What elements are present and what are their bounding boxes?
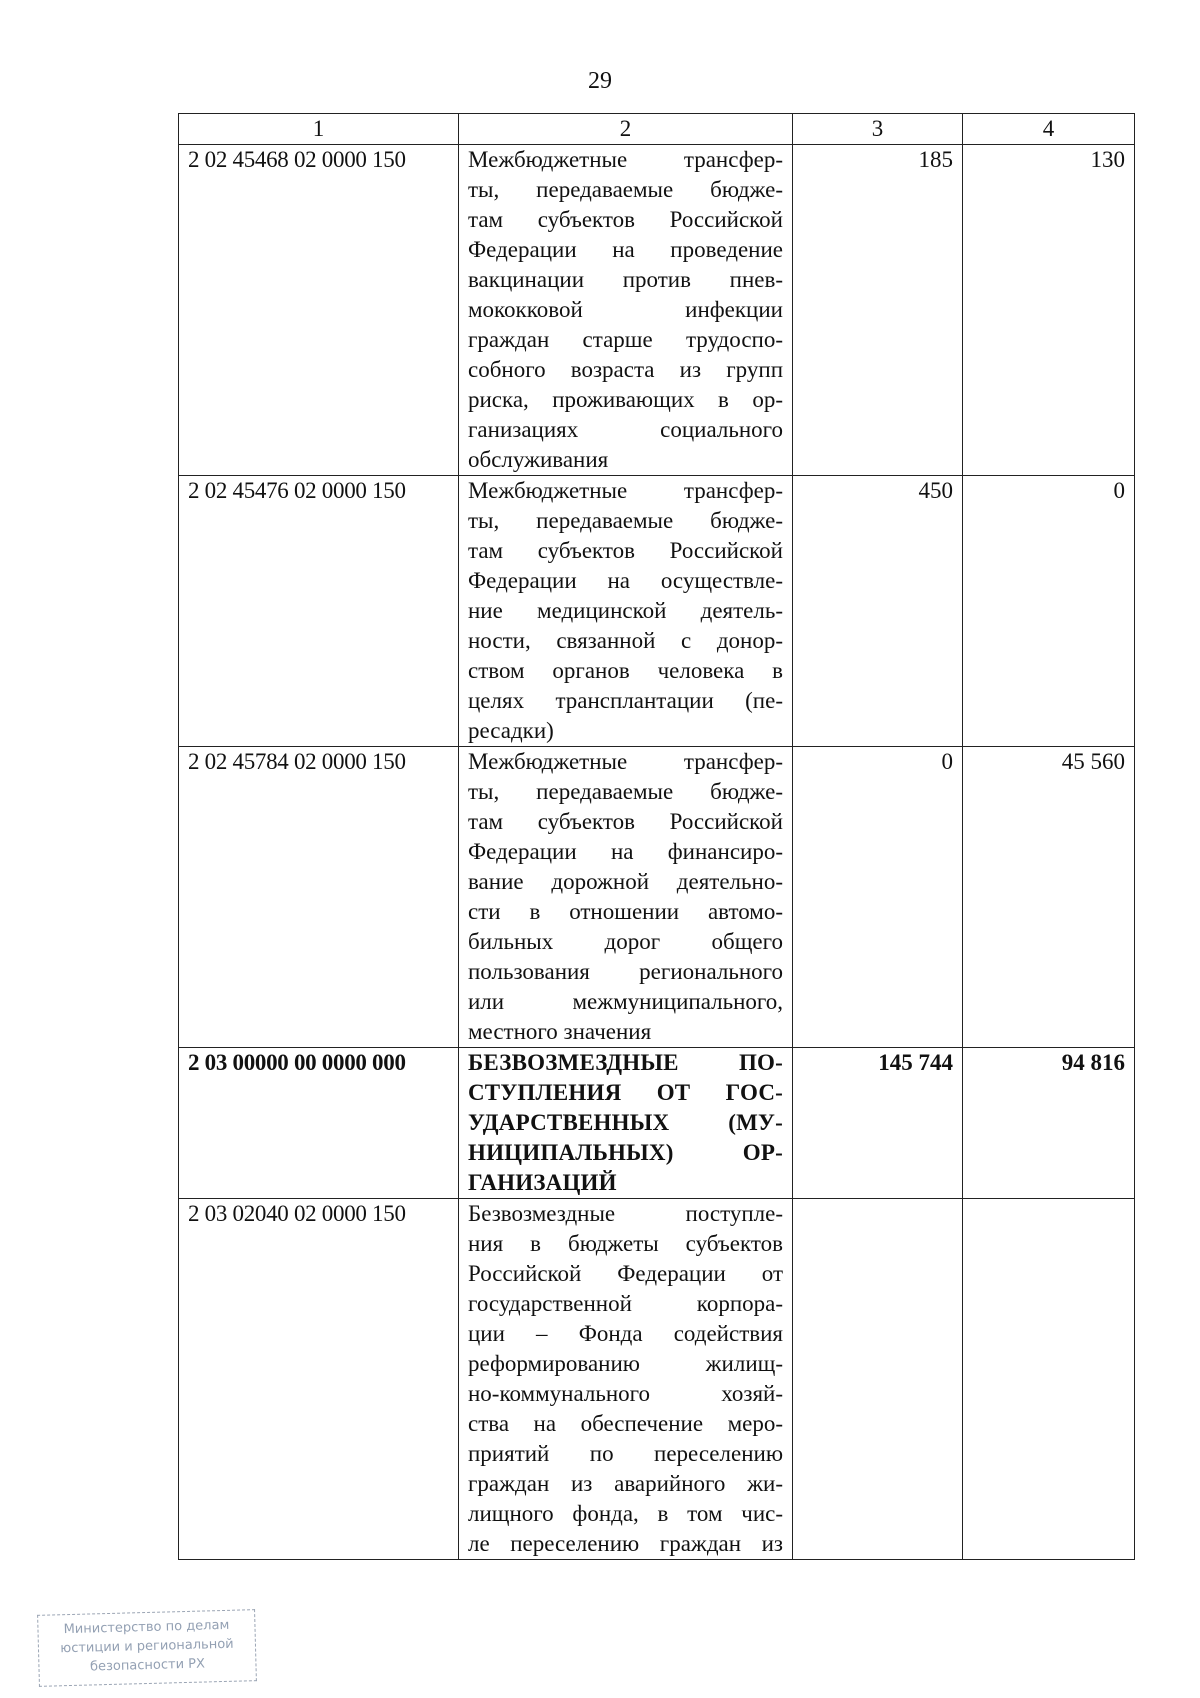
table-row [179,1199,1135,1560]
table-row [179,145,1135,476]
description-line: Безвозмездные поступле- [468,1201,783,1226]
description-line: там субъектов Российской [468,207,783,232]
description-cell [459,476,793,747]
budget-code-cell: 2 02 45784 02 0000 150 [179,747,459,1048]
description-line: граждан из аварийного жи- [468,1471,783,1496]
description-line: местного значения [468,1019,652,1044]
stamp-line: юстиции и региональной [60,1636,234,1657]
description-line: ности, связанной с донор- [468,628,783,653]
page-number: 29 [588,68,612,94]
description-cell [459,1048,793,1199]
description-line: государственной корпора- [468,1291,783,1316]
value-cell-col4 [963,1199,1135,1560]
description-line: Федерации на финансиро- [468,839,783,864]
value-cell-col4: 0 [963,476,1135,747]
description-line: вакцинации против пнев- [468,267,783,292]
description-line: граждан старше трудоспо- [468,327,783,352]
value-cell-col4: 130 [963,145,1135,476]
column-header-4: 4 [963,114,1135,145]
description-line: ты, передаваемые бюдже- [468,508,783,533]
budget-code-cell: 2 02 45476 02 0000 150 [179,476,459,747]
description-line: УДАРСТВЕННЫХ (МУ- [468,1110,783,1135]
budget-code-cell: 2 02 45468 02 0000 150 [179,145,459,476]
value-cell-col3: 145 744 [793,1048,963,1199]
description-line: там субъектов Российской [468,538,783,563]
description-line: ГАНИЗАЦИЙ [468,1170,617,1195]
value-cell-col4: 45 560 [963,747,1135,1048]
description-line: но-коммунального хозяй- [468,1381,783,1406]
description-line: обслуживания [468,447,609,472]
description-cell [459,1199,793,1560]
description-line: пользования регионального [468,959,783,984]
column-header-3: 3 [793,114,963,145]
table-body [179,145,1135,1560]
description-line: сти в отношении автомо- [468,899,783,924]
description-line: Межбюджетные трансфер- [468,147,783,172]
description-line: ства на обеспечение меро- [468,1411,783,1436]
column-header-1: 1 [179,114,459,145]
description-line: ле переселению граждан из [468,1531,783,1556]
description-line: Межбюджетные трансфер- [468,478,783,503]
description-line: БЕЗВОЗМЕЗДНЫЕ ПО- [468,1050,783,1075]
description-line: ния в бюджеты субъектов [468,1231,783,1256]
budget-table [178,113,1135,1560]
description-line: ством органов человека в [468,658,783,683]
description-line: Федерации на проведение [468,237,783,262]
description-line: мококковой инфекции [468,297,783,322]
description-line: ты, передаваемые бюдже- [468,177,783,202]
value-cell-col3 [793,1199,963,1560]
description-line: Межбюджетные трансфер- [468,749,783,774]
description-line: целях трансплантации (пе- [468,688,783,713]
table-row [179,747,1135,1048]
column-header-2: 2 [459,114,793,145]
description-cell [459,145,793,476]
description-line: бильных дорог общего [468,929,783,954]
stamp-line: безопасности РХ [89,1656,206,1675]
description-line: Федерации на осуществле- [468,568,783,593]
value-cell-col3: 0 [793,747,963,1048]
description-line: ции – Фонда содействия [468,1321,783,1346]
table-row [179,1048,1135,1199]
description-line: лищного фонда, в том чис- [468,1501,783,1526]
description-line: СТУПЛЕНИЯ ОТ ГОС- [468,1080,783,1105]
description-line: приятий по переселению [468,1441,783,1466]
description-cell [459,747,793,1048]
description-line: Российской Федерации от [468,1261,783,1286]
table-row [179,476,1135,747]
description-line: НИЦИПАЛЬНЫХ) ОР- [468,1140,783,1165]
description-line: риска, проживающих в ор- [468,387,783,412]
table-header-row [179,114,1135,145]
budget-code-cell: 2 03 00000 00 0000 000 [179,1048,459,1199]
budget-code-cell: 2 03 02040 02 0000 150 [179,1199,459,1560]
value-cell-col3: 185 [793,145,963,476]
description-line: или межмуниципального, [468,989,783,1014]
description-line: собного возраста из групп [468,357,783,382]
stamp-line: Министерство по делам [63,1617,230,1638]
description-line: вание дорожной деятельно- [468,869,783,894]
value-cell-col3: 450 [793,476,963,747]
description-line: ние медицинской деятель- [468,598,783,623]
ministry-stamp [37,1609,257,1687]
description-line: ты, передаваемые бюдже- [468,779,783,804]
value-cell-col4: 94 816 [963,1048,1135,1199]
description-line: ресадки) [468,718,554,743]
description-line: ганизациях социального [468,417,783,442]
description-line: реформированию жилищ- [468,1351,783,1376]
description-line: там субъектов Российской [468,809,783,834]
